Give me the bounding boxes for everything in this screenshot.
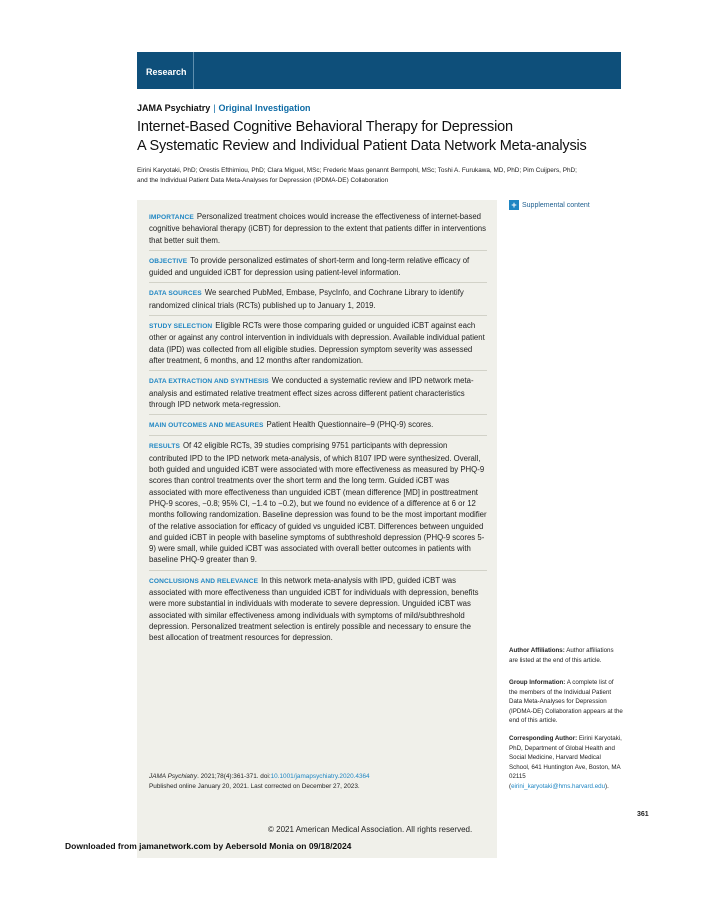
corr-end: ). xyxy=(605,782,609,790)
group-label: Group Information: xyxy=(509,679,566,686)
affiliations-text: Author affiliations are listed at the end of this article. xyxy=(509,647,614,664)
banner-tab xyxy=(137,52,194,89)
section-banner xyxy=(137,52,621,89)
section-text: Personalized treatment choices would increase the effectiveness of internet-based cognitive behavioral therapy (iCBT) for depression to the extent that patients differ in interventions that better suit them. xyxy=(149,212,487,245)
doi-link[interactable]: 10.1001/jamapsychiatry.2020.4364 xyxy=(270,773,370,780)
page-number: 361 xyxy=(637,811,649,818)
abstract-section-study-selection xyxy=(149,320,487,371)
abstract-section-results xyxy=(149,440,487,570)
banner-label: Research xyxy=(146,67,187,77)
abstract xyxy=(149,211,487,652)
supplemental-label: Supplemental content xyxy=(522,201,590,209)
author-affiliations xyxy=(509,646,623,665)
abstract-section-data-sources xyxy=(149,287,487,316)
copyright: © 2021 American Medical Association. All rights reserved. xyxy=(268,825,473,834)
section-heading: OBJECTIVE xyxy=(149,257,188,265)
section-text: In this network meta-analysis with IPD, guided iCBT was associated with more effectiveness than unguided iCBT for individuals with depression, benefits were more substantial in individuals with moderate to severe depression. Unguided iCBT was associated with similar effectiveness among individuals with symptoms of mild/subthreshold depression. Personalized treatment selection is entirely possible and necessary to ensure the best allocation of treatment resources for depression. xyxy=(149,575,479,643)
abstract-section-importance xyxy=(149,211,487,251)
citation xyxy=(149,772,449,792)
email-link[interactable]: eirini_karyotaki@hms.harvard.edu xyxy=(511,782,606,790)
citation-journal: JAMA Psychiatry xyxy=(149,773,198,780)
section-heading: IMPORTANCE xyxy=(149,214,194,221)
section-heading: DATA SOURCES xyxy=(149,290,202,298)
plus-icon: + xyxy=(509,200,519,210)
section-heading: DATA EXTRACTION AND SYNTHESIS xyxy=(149,378,269,386)
section-text: We searched PubMed, Embase, PsycInfo, and Cochrane Library to identify randomized clinical trials (RCTs) published up to January 1, 2019. xyxy=(149,288,464,310)
abstract-section-objective xyxy=(149,255,487,284)
article-subtitle: A Systematic Review and Individual Patient Data Network Meta-analysis xyxy=(137,138,587,154)
corr-label: Corresponding Author: xyxy=(509,735,578,742)
affiliations-label: Author Affiliations: xyxy=(509,647,565,654)
article-title: Internet-Based Cognitive Behavioral Therapy for Depression xyxy=(137,119,513,135)
article-type[interactable]: Original Investigation xyxy=(218,103,311,113)
download-notice: Downloaded from jamanetwork.com by Aebersold Monia on 09/18/2024 xyxy=(65,841,352,851)
section-text: To provide personalized estimates of short-term and long-term relative efficacy of guided and unguided iCBT for depression using patient-level information. xyxy=(149,255,470,278)
supplemental-content-link[interactable] xyxy=(509,200,590,210)
section-text: We conducted a systematic review and IPD network meta-analysis and estimated relative treatment effect sizes across different patient characteristics through IPD network meta-regression. xyxy=(149,376,474,409)
section-heading: CONCLUSIONS AND RELEVANCE xyxy=(149,577,259,585)
author-list: Eirini Karyotaki, PhD; Orestis Efthimiou, PhD; Clara Miguel, MSc; Frederic Maas genannt Bermpohl, MSc; Toshi A. Furukawa, MD, PhD; Pim Cuijpers, PhD; and the Individual Patient Data Meta-Analyses for Depression (IPDMA-DE) Collaboration xyxy=(137,167,577,184)
publication-date: Published online January 20, 2021. Last corrected on December 27, 2023. xyxy=(149,783,360,790)
abstract-section-extraction xyxy=(149,375,487,415)
journal-name: JAMA Psychiatry xyxy=(137,103,211,113)
citation-details: . 2021;78(4):361-371. doi: xyxy=(197,773,271,780)
section-heading: RESULTS xyxy=(149,443,180,451)
group-information xyxy=(509,678,623,726)
section-text: Of 42 eligible RCTs, 39 studies comprising 9751 participants with depression contributed IPD to the IPD network meta-analysis, of which 8107 IPD were synthesized. Overall, both guided and unguided iCBT were associated with more effectiveness as measured by PHQ-9 scores than control treatments over the short term and the long term. Guided iCBT was associated with more effectiveness than unguided iCBT (mean difference [MD] in posttreatment PHQ-9 scores, −0.8; 95% CI, −1.4 to −0.2), but we found no evidence of a difference at 6 or 12 months following randomization. Baseline depression was found to be the most important modifier of the relative association for efficacy of guided vs unguided iCBT. Differences between unguided and guided iCBT in people with baseline symptoms of subthreshold depression (PHQ-9 scores 5-9) were small, while guided iCBT was associated with overall better outcomes in patients with baseline PHQ-9 greater than 9. xyxy=(149,441,487,565)
section-text: Patient Health Questionnaire–9 (PHQ-9) scores. xyxy=(266,420,434,430)
abstract-section-conclusions xyxy=(149,575,487,648)
abstract-section-outcomes xyxy=(149,419,487,436)
journal-line xyxy=(137,103,311,113)
section-heading: STUDY SELECTION xyxy=(149,323,213,331)
corresponding-author xyxy=(509,734,623,792)
journal-separator: | xyxy=(213,103,216,113)
group-text: A complete list of the members of the Individual Patient Data Meta-Analyses for Depression (IPDMA-DE) Collaboration appears at the end of this article. xyxy=(509,679,623,725)
corr-text: Eirini Karyotaki, PhD, Department of Global Health and Social Medicine, Harvard Medical School, 641 Huntington Ave, Boston, MA 02115 ( xyxy=(509,735,622,790)
section-text: Eligible RCTs were those comparing guided or unguided iCBT against each other or against any control intervention in individuals with depression. Available individual patient data (IPD) was collected from all eligible studies. Depression symptom severity was assessed after treatment, 6 months, and 12 months after randomization. xyxy=(149,321,485,365)
section-heading: MAIN OUTCOMES AND MEASURES xyxy=(149,422,264,430)
